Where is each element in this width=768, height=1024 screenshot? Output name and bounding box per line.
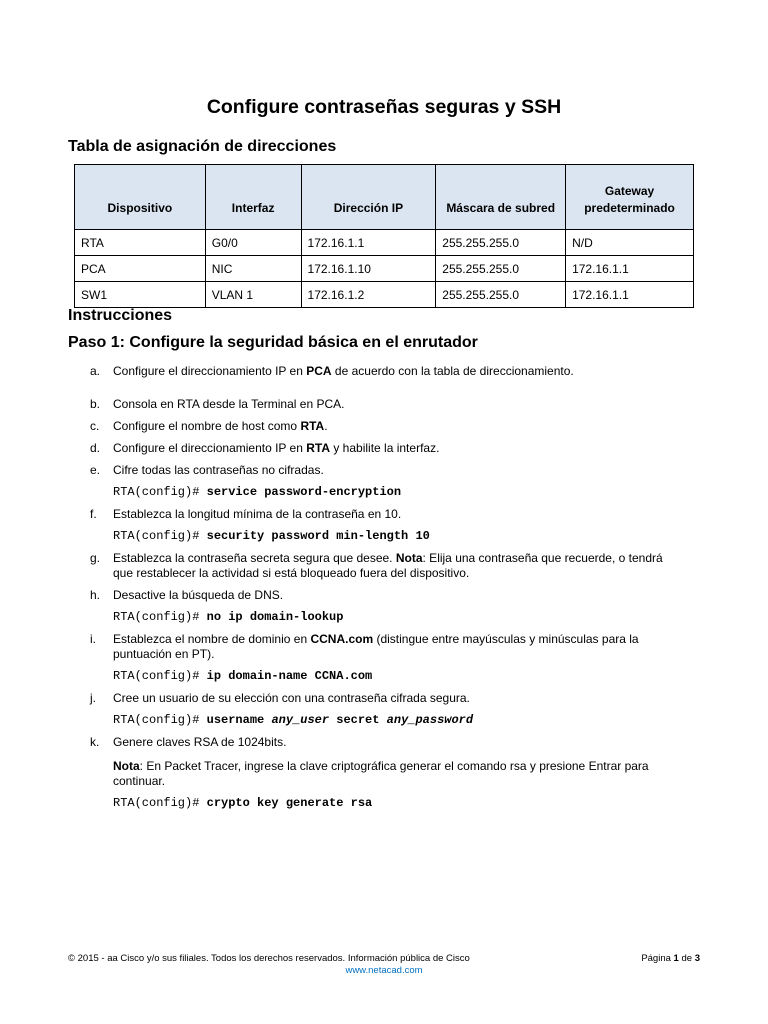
- footer-link[interactable]: www.netacad.com: [345, 965, 423, 976]
- step-text: Genere claves RSA de 1024bits.: [113, 735, 287, 749]
- cell-device: RTA: [75, 230, 206, 256]
- step-marker: e.: [90, 463, 101, 477]
- cli-prompt: RTA(config)#: [113, 610, 200, 624]
- header-gateway-line2: predeterminado: [584, 201, 675, 215]
- step-text: de acuerdo con la tabla de direccionamiento.: [331, 364, 574, 378]
- cell-gateway: 172.16.1.1: [566, 256, 694, 282]
- step-text: puntuación en PT).: [113, 647, 215, 661]
- note-label: Nota: [113, 759, 140, 773]
- step-list: [68, 364, 698, 811]
- step-text: Configure el direccionamiento IP en: [113, 364, 307, 378]
- step-text: Cifre todas las contraseñas no cifradas.: [113, 463, 324, 477]
- cell-device: SW1: [75, 282, 206, 308]
- step-text: Establezca la contraseña secreta segura que desee.: [113, 551, 396, 565]
- header-gateway: [566, 165, 694, 230]
- step-bold: PCA: [306, 364, 332, 378]
- step-note: [68, 759, 698, 789]
- page-total: 3: [694, 953, 700, 964]
- step-marker: a.: [90, 364, 101, 378]
- step-text: Establezca la longitud mínima de la contraseña en 10.: [113, 507, 402, 521]
- header-gateway-line1: Gateway: [604, 184, 655, 198]
- page-title: Configure contraseñas seguras y SSH: [206, 96, 562, 118]
- cell-ip: 172.16.1.1: [301, 230, 436, 256]
- step-marker: b.: [90, 397, 101, 411]
- step-text: y habilite la interfaz.: [330, 441, 440, 455]
- step-f: [68, 507, 698, 522]
- cell-mask: 255.255.255.0: [436, 256, 566, 282]
- step1-heading: Paso 1: Configure la seguridad básica en el enrutador: [68, 334, 478, 351]
- cli-prompt: RTA(config)#: [113, 485, 200, 499]
- cli-command: security password min-length 10: [206, 529, 430, 543]
- step-marker: k.: [90, 735, 100, 749]
- note-text: continuar.: [113, 774, 166, 788]
- instructions-heading: Instrucciones: [68, 307, 173, 324]
- step-h: [68, 588, 698, 603]
- table-row: [75, 230, 694, 256]
- step-text: Establezca el nombre de dominio en: [113, 632, 311, 646]
- cell-interface: VLAN 1: [205, 282, 301, 308]
- footer-copyright: © 2015 - aa Cisco y/o sus filiales. Todos los derechos reservados. Información pública de Cisco: [68, 953, 470, 964]
- cell-interface: NIC: [205, 256, 301, 282]
- step-c: [68, 419, 698, 434]
- cli-prompt: RTA(config)#: [113, 669, 200, 683]
- cli-command: username: [206, 713, 265, 727]
- header-device: Dispositivo: [75, 165, 206, 230]
- step-text: Desactive la búsqueda de DNS.: [113, 588, 284, 602]
- cli-argument: any_user: [271, 713, 330, 727]
- step-b: [68, 397, 698, 412]
- step-marker: c.: [90, 419, 100, 433]
- command-line: [68, 485, 698, 500]
- cli-argument: any_password: [386, 713, 474, 727]
- table-header-row: [75, 165, 694, 230]
- step-bold: RTA: [306, 441, 331, 455]
- step-marker: h.: [90, 588, 101, 602]
- step-text: Configure el direccionamiento IP en: [113, 441, 307, 455]
- step-text: que restablecer la actividad si está bloqueado fuera del dispositivo.: [113, 566, 470, 580]
- footer-page-number: [641, 953, 700, 964]
- step-bold: Nota: [395, 551, 423, 565]
- cell-mask: 255.255.255.0: [436, 282, 566, 308]
- page-current: 1: [673, 953, 679, 964]
- step-j: [68, 691, 698, 706]
- cli-command: service password-encryption: [206, 485, 402, 499]
- cli-prompt: RTA(config)#: [113, 529, 200, 543]
- command-line: [68, 713, 698, 728]
- step-marker: i.: [90, 632, 96, 646]
- cli-prompt: RTA(config)#: [113, 796, 200, 810]
- cli-prompt: RTA(config)#: [113, 713, 200, 727]
- cli-command: ip domain-name CCNA.com: [206, 669, 373, 683]
- cell-device: PCA: [75, 256, 206, 282]
- step-bold: CCNA.com: [310, 632, 374, 646]
- step-i: [68, 632, 698, 662]
- cell-interface: G0/0: [205, 230, 301, 256]
- table-row: [75, 282, 694, 308]
- cell-gateway: 172.16.1.1: [566, 282, 694, 308]
- cli-command: secret: [336, 713, 380, 727]
- cli-command: crypto key generate rsa: [206, 796, 373, 810]
- address-table: [74, 164, 694, 308]
- cell-ip: 172.16.1.2: [301, 282, 436, 308]
- step-text: Consola en RTA desde la Terminal en PCA.: [113, 397, 345, 411]
- command-line: [68, 529, 698, 544]
- step-e: [68, 463, 698, 478]
- header-mask: Máscara de subred: [436, 165, 566, 230]
- step-marker: d.: [90, 441, 101, 455]
- cell-gateway: N/D: [566, 230, 694, 256]
- cell-ip: 172.16.1.10: [301, 256, 436, 282]
- step-g: [68, 551, 698, 581]
- table-heading: Tabla de asignación de direcciones: [68, 138, 337, 155]
- step-text: Configure el nombre de host como: [113, 419, 301, 433]
- step-text: : Elija una contraseña que recuerde, o tendrá: [422, 551, 663, 565]
- step-d: [68, 441, 698, 456]
- step-marker: j.: [90, 691, 96, 705]
- header-interface: Interfaz: [205, 165, 301, 230]
- cell-mask: 255.255.255.0: [436, 230, 566, 256]
- step-a: [68, 364, 698, 379]
- note-text: : En Packet Tracer, ingrese la clave criptográfica generar el comando rsa y presione Entrar para: [139, 759, 649, 773]
- step-text: Cree un usuario de su elección con una contraseña cifrada segura.: [113, 691, 470, 705]
- command-line: [68, 669, 698, 684]
- table-row: [75, 256, 694, 282]
- command-line: [68, 796, 698, 811]
- page-of: de: [681, 953, 693, 964]
- step-text: (distingue entre mayúsculas y minúsculas para la: [373, 632, 639, 646]
- page-word: Página: [641, 953, 671, 964]
- step-marker: g.: [90, 551, 101, 565]
- step-marker: f.: [90, 507, 97, 521]
- step-text: .: [324, 419, 328, 433]
- cli-command: no ip domain-lookup: [206, 610, 344, 624]
- command-line: [68, 610, 698, 625]
- header-ip: Dirección IP: [301, 165, 436, 230]
- step-k: [68, 735, 698, 750]
- step-bold: RTA: [300, 419, 325, 433]
